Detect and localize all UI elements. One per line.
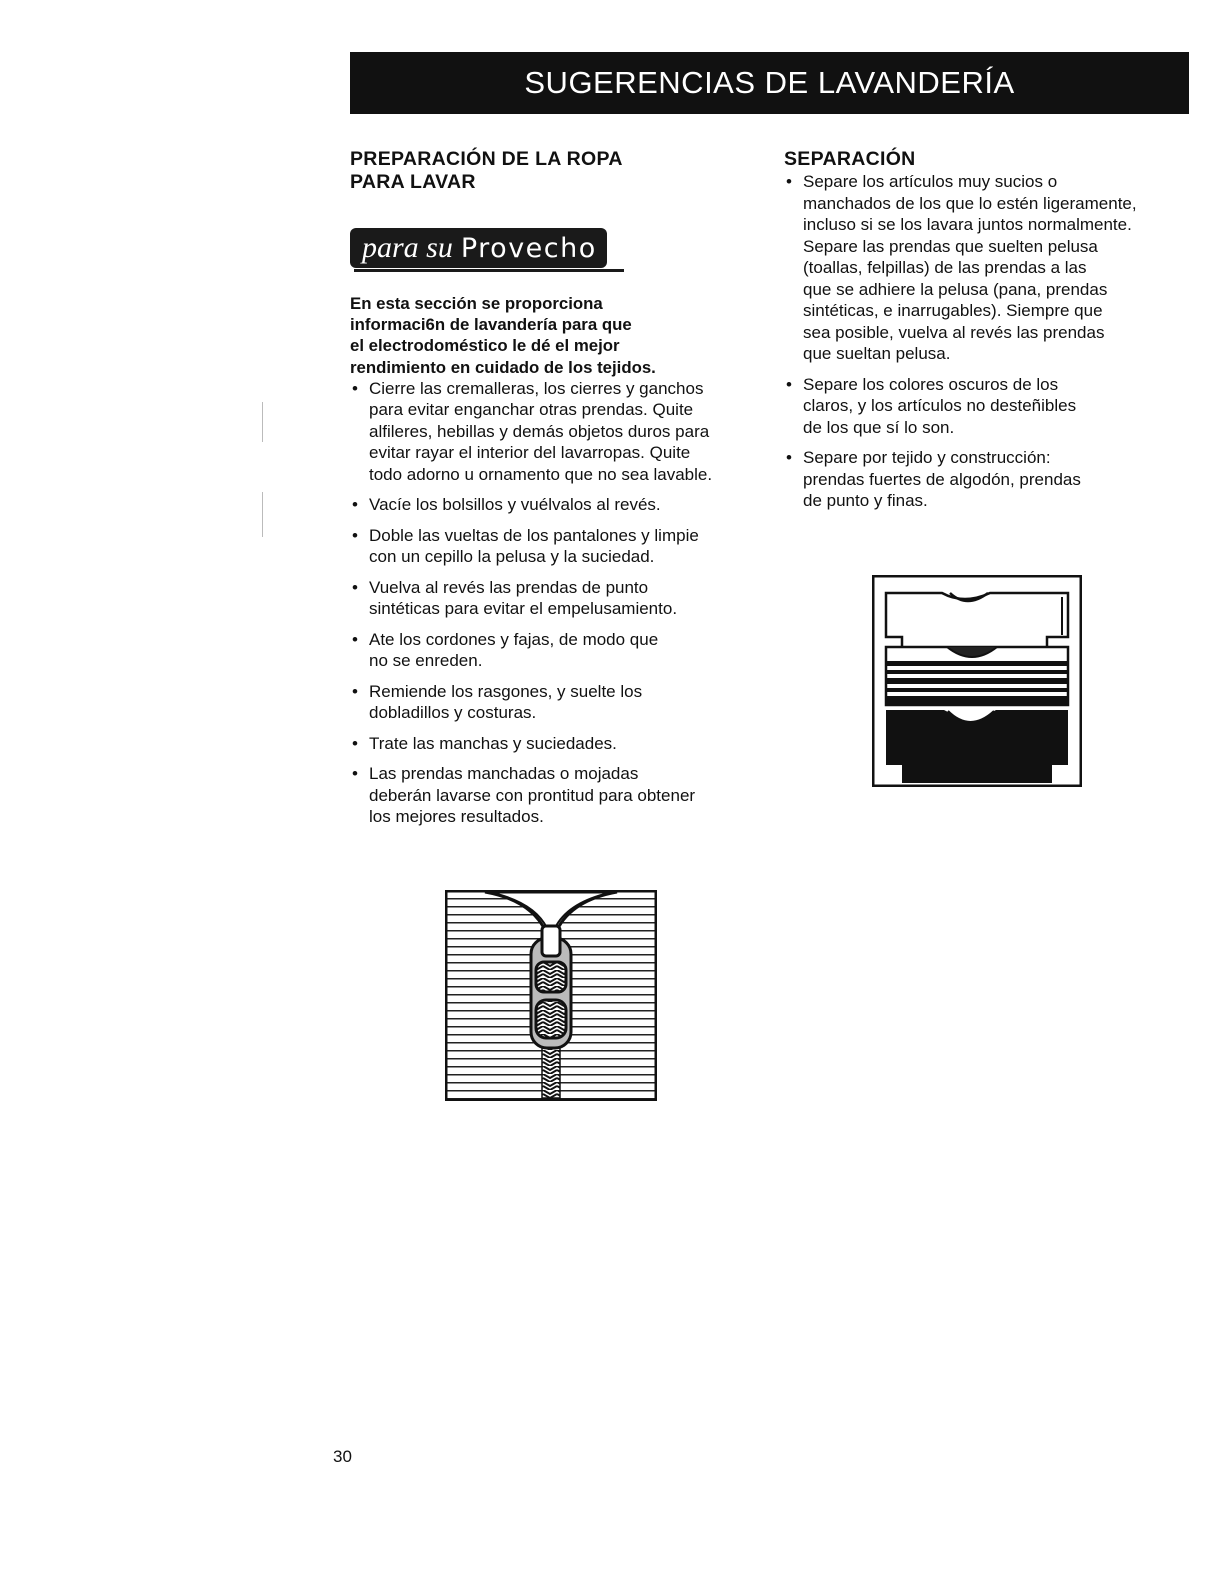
line: (toallas, felpillas) de las prendas a las <box>803 258 1087 277</box>
line: Doble las vueltas de los pantalones y limpie <box>369 525 699 545</box>
bullet-icon: • <box>352 525 358 545</box>
section-banner <box>350 52 1189 114</box>
line: que se adhiere la pelusa (pana, prendas <box>803 279 1108 299</box>
bullet-icon: • <box>352 764 358 784</box>
line: evitar rayar el interior del lavarropas. Quite <box>369 443 691 463</box>
line: sintéticas, e inarrugables). Siempre que <box>803 301 1103 320</box>
bullet-icon: • <box>352 378 358 398</box>
preparation-title <box>350 148 770 194</box>
intro-line: rendimiento en cuidado de los tejidos. <box>350 357 656 377</box>
bullet-icon: • <box>786 448 792 467</box>
shirts-icon <box>872 575 1082 787</box>
line: Separe por tejido y construcción: <box>803 448 1051 467</box>
badge-box <box>350 228 607 268</box>
preparation-title-line-1: PREPARACIÓN DE LA ROPA <box>350 148 623 170</box>
preparation-title-line-2: PARA LAVAR <box>350 171 476 193</box>
line: Ate los cordones y fajas, de modo que <box>369 629 659 649</box>
badge-script-text: para su <box>362 231 453 264</box>
line: de punto y finas. <box>803 491 928 510</box>
list-item <box>350 733 768 755</box>
line: Vacíe los bolsillos y vuélvalos al revés. <box>369 495 661 515</box>
line: dobladillos y costuras. <box>369 703 537 723</box>
bullet-icon: • <box>786 374 792 394</box>
line: Separe los artículos muy sucios o <box>803 172 1058 191</box>
list-item <box>350 577 768 620</box>
separation-title: SEPARACIÓN <box>784 148 916 170</box>
separation-list <box>784 171 1196 512</box>
badge-underline <box>354 269 624 272</box>
bullet-icon: • <box>352 629 358 649</box>
line: Separe las prendas que suelten pelusa <box>803 236 1098 256</box>
para-su-provecho-badge <box>350 228 770 278</box>
line: Cierre las cremalleras, los cierres y ganchos <box>369 378 704 398</box>
bullet-icon: • <box>352 681 358 701</box>
line: todo adorno u ornamento que no sea lavable. <box>369 464 713 484</box>
bullet-icon: • <box>786 172 792 191</box>
intro-line: el electrodoméstico le dé el mejor <box>350 336 620 356</box>
line: incluso si se los lavara juntos normalmente. <box>803 215 1132 234</box>
line: sintéticas para evitar el empelusamiento. <box>369 599 678 619</box>
intro-line: En esta sección se proporciona <box>350 294 603 313</box>
intro-line: informaci6n de lavandería para que <box>350 315 632 335</box>
line: claros, y los artículos no desteñibles <box>803 396 1077 415</box>
line: alfileres, hebillas y demás objetos duros para <box>369 421 710 441</box>
right-column <box>784 148 1194 521</box>
list-item <box>350 494 768 516</box>
line: Separe los colores oscuros de los <box>803 374 1059 394</box>
line: que sueltan pelusa. <box>803 344 951 363</box>
page-number: 30 <box>333 1447 352 1466</box>
line: no se enreden. <box>369 651 483 671</box>
folded-shirts-illustration <box>872 575 1082 787</box>
preparation-list <box>350 378 768 828</box>
line: para evitar enganchar otras prendas. Quite <box>369 400 694 420</box>
list-item <box>784 447 1196 512</box>
line: Remiende los rasgones, y suelte los <box>369 681 643 701</box>
bullet-icon: • <box>352 577 358 597</box>
line: deberán lavarse con prontitud para obtener <box>369 785 696 805</box>
left-column <box>350 148 770 837</box>
line: sea posible, vuelva al revés las prendas <box>803 322 1105 342</box>
scan-mark <box>262 492 263 537</box>
list-item <box>350 525 768 568</box>
list-item <box>350 378 768 486</box>
list-item <box>350 629 768 672</box>
line: Trate las manchas y suciedades. <box>369 733 617 753</box>
line: manchados de los que lo estén ligeramente, <box>803 193 1137 213</box>
scan-mark <box>262 402 263 442</box>
line: de los que sí lo son. <box>803 417 955 437</box>
list-item <box>350 681 768 724</box>
line: con un cepillo la pelusa y la suciedad. <box>369 547 655 567</box>
line: Las prendas manchadas o mojadas <box>369 764 639 784</box>
badge-word-text: Provecho <box>460 232 597 264</box>
intro-paragraph <box>350 293 750 378</box>
list-item <box>784 374 1196 439</box>
zipper-icon <box>445 890 657 1101</box>
list-item <box>350 763 768 828</box>
zipper-illustration <box>445 890 657 1101</box>
list-item <box>784 171 1196 365</box>
line: Vuelva al revés las prendas de punto <box>369 577 649 597</box>
line: los mejores resultados. <box>369 807 544 827</box>
banner-title: SUGERENCIAS DE LAVANDERÍA <box>524 65 1015 100</box>
bullet-icon: • <box>352 495 358 515</box>
line: prendas fuertes de algodón, prendas <box>803 469 1081 489</box>
bullet-icon: • <box>352 733 358 753</box>
